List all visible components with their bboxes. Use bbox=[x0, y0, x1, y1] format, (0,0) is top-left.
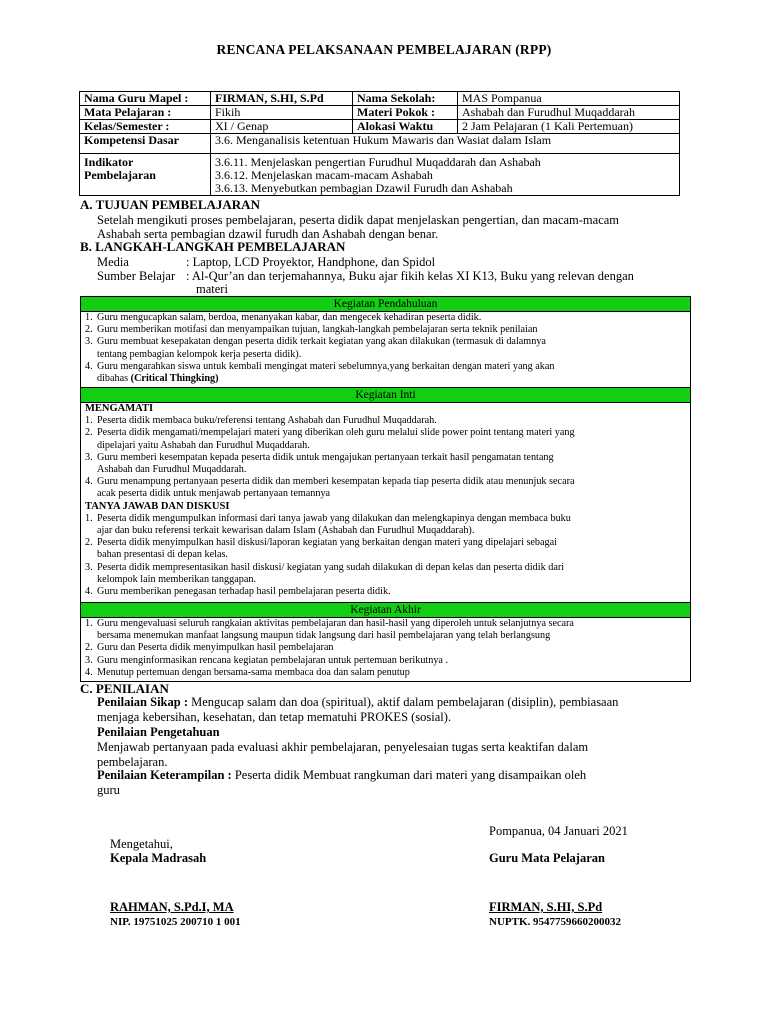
critical-thinking-label: (Critical Thingking) bbox=[130, 373, 219, 385]
guru-title: Guru Mata Pelajaran bbox=[489, 851, 605, 865]
list-item: 1. Peserta didik membaca buku/referensi tentang Ashabah dan Furudhul Muqaddarah. bbox=[85, 415, 437, 427]
info-row bbox=[80, 92, 680, 106]
alokasi-value: 2 Jam Pelajaran (1 Kali Pertemuan) bbox=[458, 120, 680, 134]
kd-label: Kompetensi Dasar bbox=[80, 134, 211, 154]
materi-value: Ashabah dan Furudhul Muqaddarah bbox=[458, 106, 680, 120]
section-a-heading: A. TUJUAN PEMBELAJARAN bbox=[80, 197, 260, 212]
mengetahui-label: Mengetahui, bbox=[110, 837, 173, 851]
info-row bbox=[80, 120, 680, 134]
indikator-label-line: Pembelajaran bbox=[84, 168, 156, 182]
list-item: dipelajari yaitu Ashabah dan Furudhul Muqaddarah. bbox=[97, 439, 310, 451]
place-date: Pompanua, 04 Januari 2021 bbox=[489, 824, 628, 838]
list-item: 2. Peserta didik mengamati/mempelajari materi yang diberikan oleh guru melalui slide power point tentang materi yang bbox=[85, 427, 575, 439]
info-row bbox=[80, 106, 680, 120]
kegiatan-akhir bbox=[80, 602, 691, 682]
kelas-label: Kelas/Semester : bbox=[80, 120, 211, 134]
list-item: bahan presentasi di depan kelas. bbox=[97, 549, 228, 561]
media-value: : Laptop, LCD Proyektor, Handphone, dan Spidol bbox=[186, 255, 436, 269]
media-row bbox=[97, 255, 435, 269]
list-item: kelompok lain memberikan tanggapan. bbox=[97, 573, 256, 585]
section-a-line: Ashabah serta pembagian dzawil furudh dan Ashabah dengan benar. bbox=[97, 227, 439, 241]
list-item: 1. Peserta didik mengumpulkan informasi dari tanya jawab yang dilakukan dan melengkapinya dengan membaca buku bbox=[85, 512, 571, 524]
akhir-list bbox=[81, 618, 690, 679]
guru-name: FIRMAN, S.HI, S.Pd bbox=[489, 900, 603, 914]
list-item: 4. Guru menampung pertanyaan peserta didik dan memberi kesempatan kepada tiap peserta didik atau menunjuk secara bbox=[85, 476, 575, 488]
penilaian-pengetahuan bbox=[97, 740, 687, 770]
pengetahuan-text-cont: pembelajaran. bbox=[97, 755, 168, 769]
list-item: dibahas (Critical Thingking) bbox=[97, 373, 219, 385]
guru-label: Nama Guru Mapel : bbox=[80, 92, 211, 106]
pengetahuan-label: Penilaian Pengetahuan bbox=[97, 725, 220, 739]
section-c-heading: C. PENILAIAN bbox=[80, 681, 169, 696]
list-item: bersama menemukan manfaat langsung maupun tidak langsung dari hasil pembelajaran yang telah berlangsung bbox=[97, 630, 551, 642]
guru-nuptk: NUPTK. 9547759660200032 bbox=[489, 916, 621, 928]
list-item: tentang pembagian kelompok kerja peserta didik). bbox=[97, 348, 302, 360]
indikator-item: 3.6.13. Menyebutkan pembagian Dzawil Furudh dan Ashabah bbox=[215, 181, 513, 195]
list-item: 4. Guru mengarahkan siswa untuk kembali mengingat materi sebelumnya,yang berkaitan dengan materi yang akan bbox=[85, 360, 555, 372]
kepala-nip: NIP. 19751025 200710 1 001 bbox=[110, 916, 241, 928]
pendahuluan-list bbox=[81, 312, 690, 385]
list-item: 3. Peserta didik mempresentasikan hasil diskusi/ kegiatan yang sudah dilakukan di depan kelas dan peserta didik dari bbox=[85, 561, 565, 573]
kepala-title: Kepala Madrasah bbox=[110, 851, 207, 865]
list-item: ajar dan buku referensi terkait kewarisan dalam Islam (Ashabah dan Furudhul Muqaddarah). bbox=[97, 525, 475, 537]
media-label: Media bbox=[97, 255, 129, 269]
sikap-text: Mengucap salam dan doa (spiritual), aktif dalam pembelajaran (disiplin), pembiasaan bbox=[188, 695, 619, 709]
sumber-value-cont: materi bbox=[196, 282, 228, 296]
section-b-heading: B. LANGKAH-LANGKAH PEMBELAJARAN bbox=[80, 239, 346, 254]
list-item: 3. Guru menginformasikan rencana kegiatan pembelajaran untuk pertemuan berikutnya . bbox=[85, 654, 449, 666]
tanya-jawab-list bbox=[81, 513, 690, 598]
sikap-text-cont: menjaga kebersihan, kesehatan, dan tetap mematuhi PROKES (sosial). bbox=[97, 710, 452, 724]
kelas-value: XI / Genap bbox=[211, 120, 353, 134]
sekolah-value: MAS Pompanua bbox=[458, 92, 680, 106]
list-item: 2. Guru memberikan motifasi dan menyampaikan tujuan, langkah-langkah pembelajaran serta teknik penilaian bbox=[85, 324, 538, 336]
list-item: 3. Guru membuat kesepakatan dengan peserta didik terkait kegiatan yang akan dilakukan (termasuk di dalamnya bbox=[85, 336, 546, 348]
info-row bbox=[80, 154, 680, 196]
kd-value: 3.6. Menganalisis ketentuan Hukum Mawaris dan Wasiat dalam Islam bbox=[211, 134, 680, 154]
kegiatan-pendahuluan bbox=[80, 296, 691, 388]
pendahuluan-heading: Kegiatan Pendahuluan bbox=[81, 297, 690, 312]
sekolah-label: Nama Sekolah: bbox=[353, 92, 458, 106]
list-item: 2. Guru dan Peserta didik menyimpulkan hasil pembelajaran bbox=[85, 642, 334, 654]
alokasi-label: Alokasi Waktu bbox=[353, 120, 458, 134]
keterampilan-text: Peserta didik Membuat rangkuman dari materi yang disampaikan oleh bbox=[231, 768, 587, 782]
sumber-label: Sumber Belajar bbox=[97, 269, 176, 283]
kepala-name: RAHMAN, S.Pd.I, MA bbox=[110, 900, 234, 914]
list-item: 2. Peserta didik menyimpulkan hasil diskusi/laporan kegiatan yang berkaitan dengan materi yang dipelajari sebagai bbox=[85, 537, 557, 549]
keterampilan-text-cont: guru bbox=[97, 783, 120, 797]
keterampilan-label: Penilaian Keterampilan : bbox=[97, 768, 232, 782]
sumber-row bbox=[97, 269, 634, 283]
kegiatan-inti bbox=[80, 387, 691, 603]
list-item: 1. Guru mengevaluasi seluruh rangkaian aktivitas pembelajaran dan hasil-hasil yang diperoleh untuk selanjutnya secara bbox=[85, 618, 574, 629]
info-table bbox=[79, 91, 680, 196]
list-item: 4. Menutup pertemuan dengan bersama-sama membaca doa dan salam penutup bbox=[85, 666, 410, 678]
guru-value: FIRMAN, S.HI, S.Pd bbox=[211, 92, 353, 106]
list-item: 3. Guru memberi kesempatan kepada peserta didik untuk mengajukan pertanyaan terkait hasil pengamatan tentang bbox=[85, 451, 554, 463]
indikator-item: 3.6.12. Menjelaskan macam-macam Ashabah bbox=[215, 168, 433, 182]
inti-heading: Kegiatan Inti bbox=[81, 388, 690, 403]
penilaian-keterampilan bbox=[97, 768, 687, 798]
indikator-label-line: Indikator bbox=[84, 155, 134, 169]
list-item: acak peserta didik untuk menjawab pertanyaan temannya bbox=[97, 488, 331, 500]
document-title: RENCANA PELAKSANAAN PEMBELAJARAN (RPP) bbox=[216, 42, 552, 57]
info-row bbox=[80, 134, 680, 154]
indikator-list bbox=[211, 154, 680, 196]
mengamati-heading: MENGAMATI bbox=[85, 403, 154, 414]
indikator-item: 3.6.11. Menjelaskan pengertian Furudhul Muqaddarah dan Ashabah bbox=[215, 155, 541, 169]
section-a-text bbox=[97, 213, 687, 241]
list-item: 1. Guru mengucapkan salam, berdoa, menanyakan kabar, dan mengecek kehadiran peserta didik. bbox=[85, 312, 482, 323]
mapel-label: Mata Pelajaran : bbox=[80, 106, 211, 120]
tanya-jawab-heading: TANYA JAWAB DAN DISKUSI bbox=[85, 500, 230, 512]
mapel-value: Fikih bbox=[211, 106, 353, 120]
pengetahuan-text: Menjawab pertanyaan pada evaluasi akhir pembelajaran, penyelesaian tugas serta keaktifan dalam bbox=[97, 740, 589, 754]
list-item: 4. Guru memberikan penegasan terhadap hasil pembelajaran peserta didik. bbox=[85, 586, 391, 598]
materi-label: Materi Pokok : bbox=[353, 106, 458, 120]
sikap-label: Penilaian Sikap : bbox=[97, 695, 188, 709]
list-item: Ashabah dan Furudhul Muqaddarah. bbox=[97, 464, 247, 476]
mengamati-list bbox=[81, 415, 690, 500]
indikator-label bbox=[80, 154, 211, 196]
sumber-value: : Al-Qur’an dan terjemahannya, Buku ajar fikih kelas XI K13, Buku yang relevan dengan bbox=[186, 269, 634, 283]
section-a-line: Setelah mengikuti proses pembelajaran, peserta didik dapat menjelaskan pengertian, dan macam-macam bbox=[97, 213, 620, 227]
penilaian-sikap bbox=[97, 695, 687, 725]
akhir-heading: Kegiatan Akhir bbox=[81, 603, 690, 618]
